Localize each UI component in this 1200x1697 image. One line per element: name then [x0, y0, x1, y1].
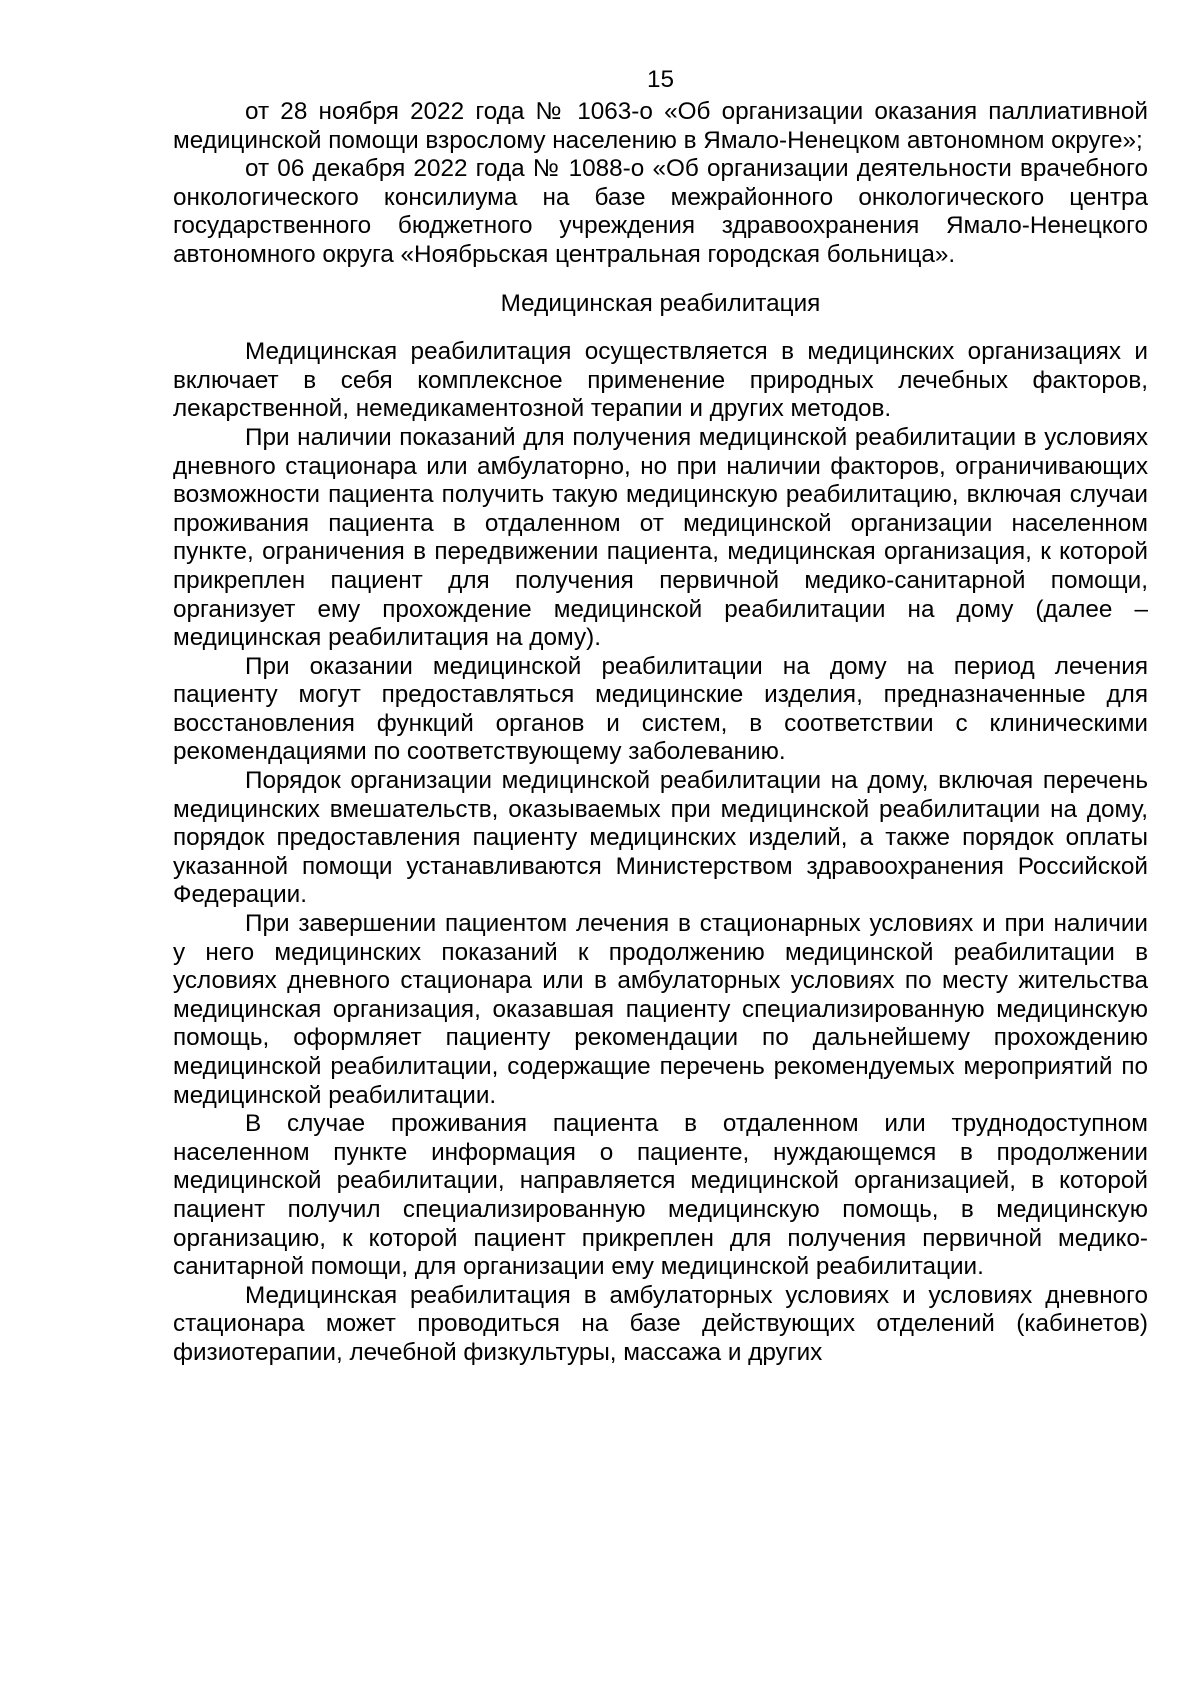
section-heading: Медицинская реабилитация: [500, 289, 821, 317]
body-paragraph: При завершении пациентом лечения в стационарных условиях и при наличии у него медицинских показаний к продолжению медицинской реабилитации в условиях дневного стационара или в амбулаторных условиях по месту жительства медицинская организация, оказавшая пациенту специализированную медицинскую помощь, оформляет пациенту рекомендации по дальнейшему прохождению медицинской реабилитации, содержащие перечень рекомендуемых мероприятий по медицинской реабилитации.: [173, 910, 1148, 1109]
document-page: [173, 62, 1148, 1368]
page-number: 15: [646, 66, 675, 93]
body-paragraph: Медицинская реабилитация осуществляется в медицинских организациях и включает в себя комплексное применение природных лечебных факторов, лекарственной, немедикаментозной терапии и других методов.: [173, 338, 1148, 423]
body-paragraph: При оказании медицинской реабилитации на дому на период лечения пациенту могут предоставляться медицинские изделия, предназначенные для восстановления функций органов и систем, в соответствии с клиническими рекомендациями по соответствующему заболеванию.: [173, 652, 1148, 766]
intro-paragraph: от 28 ноября 2022 года № 1063-о «Об организации оказания паллиативной медицинской помощи взрослому населению в Ямало-Ненецком автономном округе»;: [173, 98, 1148, 154]
body-paragraph: Медицинская реабилитация в амбулаторных условиях и условиях дневного стационара может проводиться на базе действующих отделений (кабинетов) физиотерапии, лечебной физкультуры, массажа и других: [173, 1281, 1148, 1366]
body-paragraph: В случае проживания пациента в отдаленном или труднодоступном населенном пункте информация о пациенте, нуждающемся в продолжении медицинской реабилитации, направляется медицинской организацией, в которой пациент получил специализированную медицинскую помощь, в медицинскую организацию, к которой пациент прикреплен для получения первичной медико-санитарной помощи, для организации ему медицинской реабилитации.: [173, 1110, 1148, 1281]
intro-paragraph: от 06 декабря 2022 года № 1088-о «Об организации деятельности врачебного онкологического консилиума на базе межрайонного онкологического центра государственного бюджетного учреждения здравоохранения Ямало-Ненецкого автономного округа «Ноябрьская центральная городская больница».: [173, 155, 1148, 268]
body-paragraph: При наличии показаний для получения медицинской реабилитации в условиях дневного стационара или амбулаторно, но при наличии факторов, ограничивающих возможности пациента получить такую медицинскую реабилитацию, включая случаи проживания пациента в отдаленном от медицинской организации населенном пункте, ограничения в передвижении пациента, медицинская организация, к которой прикреплен пациент для получения первичной медико-санитарной помощи, организует ему прохождение медицинской реабилитации на дому (далее – медицинская реабилитация на дому).: [173, 423, 1148, 652]
body-paragraph: Порядок организации медицинской реабилитации на дому, включая перечень медицинских вмешательств, оказываемых при медицинской реабилитации на дому, порядок предоставления пациенту медицинских изделий, а также порядок оплаты указанной помощи устанавливаются Министерством здравоохранения Российской Федерации.: [173, 767, 1148, 909]
